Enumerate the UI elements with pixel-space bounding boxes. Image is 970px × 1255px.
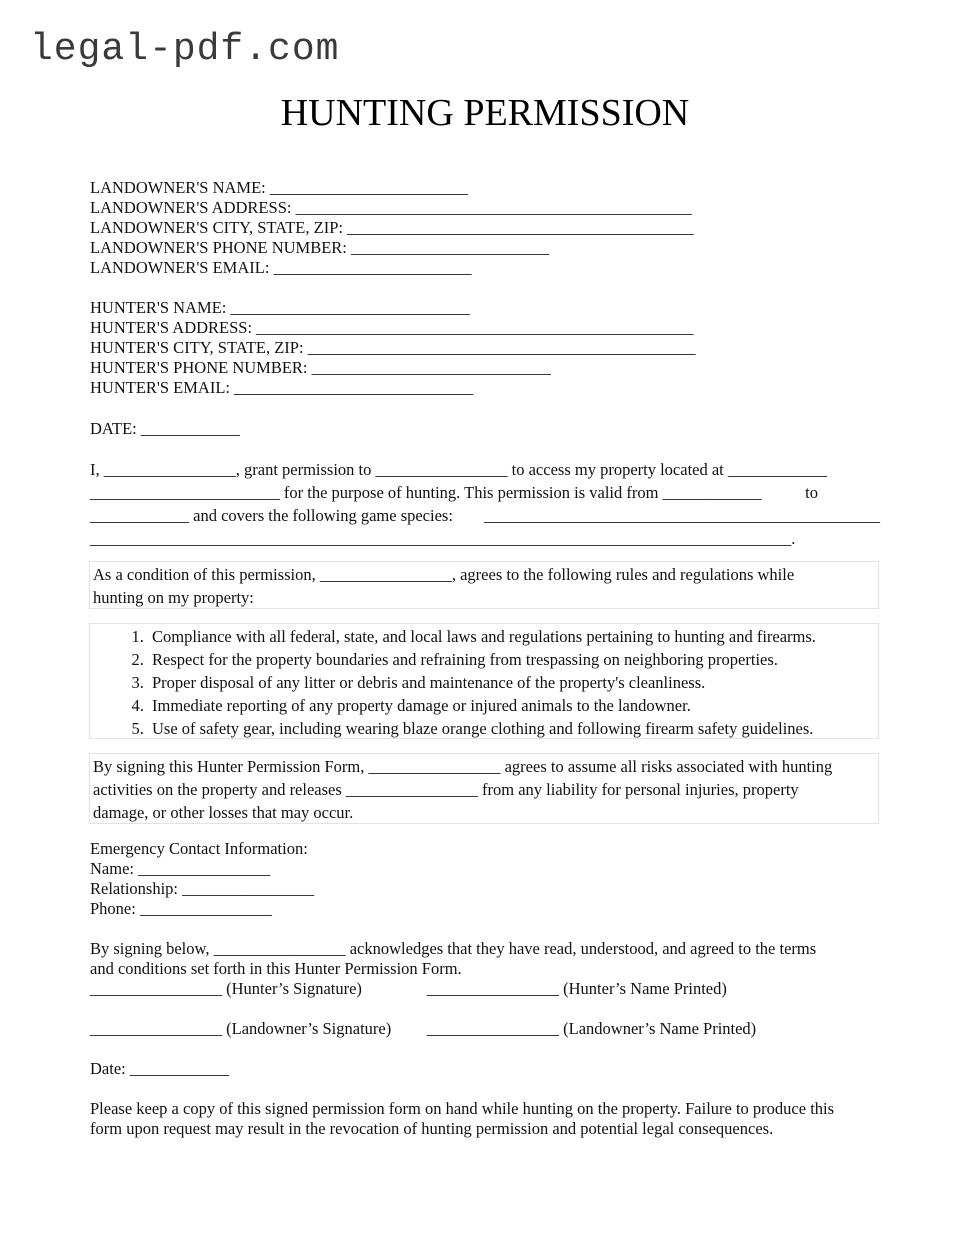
emergency-contact-section: [90, 839, 314, 919]
landowner-name-field[interactable]: LANDOWNER'S NAME: ________________________: [90, 178, 468, 197]
hunter-section: [90, 298, 695, 398]
rule-item: 2. Respect for the property boundaries and refraining from trespassing on neighboring properties.: [148, 648, 875, 671]
grant-line-3-text[interactable]: ____________ and covers the following game species:: [90, 506, 453, 525]
grant-line-2: [90, 481, 880, 504]
notice-line-2: form upon request may result in the revocation of hunting permission and potential legal consequences.: [90, 1119, 774, 1138]
rules-list: [93, 625, 875, 740]
liability-paragraph: [89, 753, 879, 824]
acknowledgement-line-1[interactable]: By signing below, ________________ acknowledges that they have read, understood, and agreed to the terms: [90, 939, 817, 958]
signature-date-field[interactable]: Date: ____________: [90, 1059, 229, 1078]
hunter-email-field[interactable]: HUNTER'S EMAIL: _____________________________: [90, 378, 474, 397]
rules-list-box: [89, 623, 879, 739]
rule-item: 4. Immediate reporting of any property damage or injured animals to the landowner.: [148, 694, 875, 717]
grant-line-3: [90, 504, 880, 527]
liability-line-2: activities on the property and releases ________________ from any liability for personal injuries, property: [93, 780, 799, 799]
rule-item: 5. Use of safety gear, including wearing blaze orange clothing and following firearm safety guidelines.: [148, 717, 875, 740]
grant-paragraph: [90, 458, 880, 550]
hunter-address-field[interactable]: HUNTER'S ADDRESS: _____________________________________________________: [90, 318, 694, 337]
condition-line-1: As a condition of this permission, ________________, agrees to the following rules and regulations while: [93, 565, 795, 584]
grant-line-2-end: to: [805, 483, 818, 502]
condition-paragraph: [89, 561, 879, 609]
hunter-phone-field[interactable]: HUNTER'S PHONE NUMBER: _____________________________: [90, 358, 551, 377]
landowner-email-field[interactable]: LANDOWNER'S EMAIL: ________________________: [90, 258, 472, 277]
condition-line-2: hunting on my property:: [93, 588, 254, 607]
date-field[interactable]: DATE: ____________: [90, 419, 240, 438]
landowner-city-field[interactable]: LANDOWNER'S CITY, STATE, ZIP: __________________________________________: [90, 218, 694, 237]
hunter-signature-field[interactable]: ________________ (Hunter’s Signature): [90, 979, 362, 998]
emergency-heading: Emergency Contact Information:: [90, 839, 308, 858]
emergency-relationship-field[interactable]: Relationship: ________________: [90, 879, 315, 898]
acknowledgement-paragraph: [90, 939, 816, 979]
landowner-signature-field[interactable]: ________________ (Landowner’s Signature): [90, 1019, 392, 1038]
landowner-section: [90, 178, 694, 278]
rule-item: 1. Compliance with all federal, state, and local laws and regulations pertaining to hunting and firearms.: [148, 625, 875, 648]
grant-line-1[interactable]: I, ________________, grant permission to ________________ to access my property located at ____________: [90, 460, 827, 479]
landowner-address-field[interactable]: LANDOWNER'S ADDRESS: ________________________________________________: [90, 198, 692, 217]
notice-paragraph: [90, 1099, 834, 1139]
emergency-phone-field[interactable]: Phone: ________________: [90, 899, 272, 918]
grant-line-2-text[interactable]: _______________________ for the purpose of hunting. This permission is valid from ____________: [90, 483, 762, 502]
hunter-name-printed-field[interactable]: ________________ (Hunter’s Name Printed): [427, 979, 727, 998]
acknowledgement-line-2: and conditions set forth in this Hunter Permission Form.: [90, 959, 462, 978]
watermark-logo: legal-pdf.com: [30, 28, 340, 71]
hunter-city-field[interactable]: HUNTER'S CITY, STATE, ZIP: _______________________________________________: [90, 338, 696, 357]
hunter-name-field[interactable]: HUNTER'S NAME: _____________________________: [90, 298, 470, 317]
landowner-name-printed-field[interactable]: ________________ (Landowner’s Name Printed): [427, 1019, 757, 1038]
liability-line-3: damage, or other losses that may occur.: [93, 803, 354, 822]
grant-line-4[interactable]: _____________________________________________________________________________________.: [90, 529, 796, 548]
emergency-name-field[interactable]: Name: ________________: [90, 859, 271, 878]
notice-line-1: Please keep a copy of this signed permission form on hand while hunting on the property. Failure to produce this: [90, 1099, 835, 1118]
liability-line-1: By signing this Hunter Permission Form, ________________ agrees to assume all risks associated with hunting: [93, 757, 833, 776]
grant-line-3-species[interactable]: ________________________________________________: [484, 506, 880, 525]
rule-item: 3. Proper disposal of any litter or debris and maintenance of the property's cleanliness.: [148, 671, 875, 694]
landowner-phone-field[interactable]: LANDOWNER'S PHONE NUMBER: ________________________: [90, 238, 550, 257]
page-title: HUNTING PERMISSION: [280, 92, 690, 134]
